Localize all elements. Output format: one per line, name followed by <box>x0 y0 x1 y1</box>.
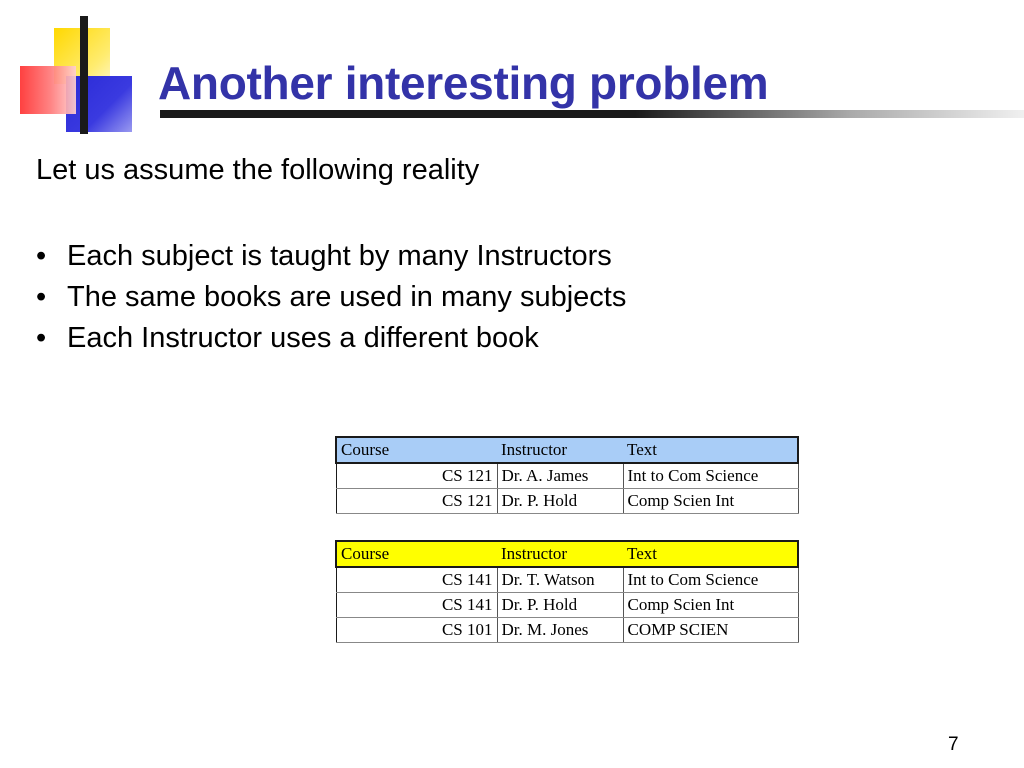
bullet-item <box>36 318 626 359</box>
bullet-icon: • <box>36 281 47 313</box>
header-instructor: Instructor <box>497 437 623 463</box>
cell-text: Int to Com Science <box>623 463 798 489</box>
table-row <box>336 567 798 593</box>
bullet-icon: • <box>36 322 47 354</box>
table-header-row <box>336 541 798 567</box>
cell-course: CS 141 <box>336 593 497 618</box>
cell-text: Int to Com Science <box>623 567 798 593</box>
table-row <box>336 489 798 514</box>
cell-instructor: Dr. P. Hold <box>497 489 623 514</box>
cell-instructor: Dr. P. Hold <box>497 593 623 618</box>
course-table-2 <box>335 540 799 643</box>
intro-text: Let us assume the following reality <box>36 154 480 186</box>
page-number: 7 <box>948 734 959 755</box>
header-instructor: Instructor <box>497 541 623 567</box>
header-course: Course <box>336 437 497 463</box>
bullet-icon: • <box>36 240 47 272</box>
cell-text: Comp Scien Int <box>623 593 798 618</box>
course-table-1 <box>335 436 799 514</box>
cell-course: CS 121 <box>336 489 497 514</box>
bullet-item <box>36 277 626 318</box>
header-text: Text <box>623 541 798 567</box>
cell-course: CS 101 <box>336 618 497 643</box>
logo-red-square <box>20 66 76 114</box>
table-row <box>336 463 798 489</box>
table-header-row <box>336 437 798 463</box>
cell-text: COMP SCIEN <box>623 618 798 643</box>
header-text: Text <box>623 437 798 463</box>
cell-text: Comp Scien Int <box>623 489 798 514</box>
table-row <box>336 593 798 618</box>
header-course: Course <box>336 541 497 567</box>
table-row <box>336 618 798 643</box>
cell-instructor: Dr. T. Watson <box>497 567 623 593</box>
bullet-text: Each Instructor uses a different book <box>67 322 539 354</box>
bullet-item <box>36 236 626 277</box>
cell-instructor: Dr. M. Jones <box>497 618 623 643</box>
bullet-list <box>36 236 626 359</box>
slide-title: Another interesting problem <box>158 57 769 109</box>
cell-instructor: Dr. A. James <box>497 463 623 489</box>
bullet-text: Each subject is taught by many Instructors <box>67 240 612 272</box>
title-underline <box>160 110 1024 118</box>
bullet-text: The same books are used in many subjects <box>67 281 627 313</box>
slide-logo <box>0 0 150 140</box>
cell-course: CS 121 <box>336 463 497 489</box>
cell-course: CS 141 <box>336 567 497 593</box>
logo-vertical-bar <box>80 16 88 134</box>
